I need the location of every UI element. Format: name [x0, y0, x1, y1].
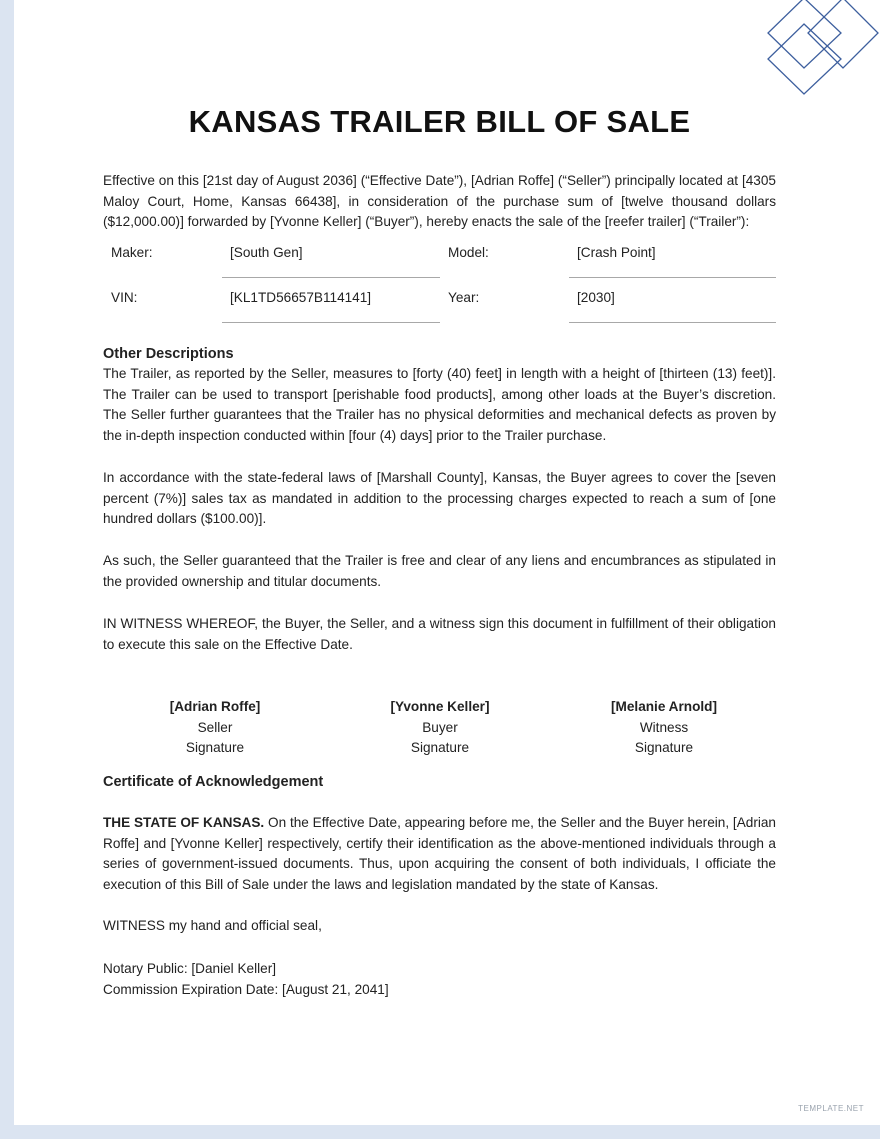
buyer-role: Buyer — [422, 719, 458, 735]
maker-label: Maker: — [111, 245, 153, 260]
template-watermark: TEMPLATE.NET — [798, 1104, 864, 1113]
description-paragraph: The Trailer, as reported by the Seller, measures to [forty (40) feet] in length with a height of [thirteen (13) feet)]. The Trailer can be used to transport [perishable food products], among other loads at the Buyer’s discretion. The Seller further guarantees that the Trailer has no physical deformities and mechanical defects as proven by the in-depth inspection conducted within [four (4) days] prior to the Trailer purchase. — [103, 366, 776, 443]
certificate-heading: Certificate of Acknowledgement — [103, 774, 324, 790]
witness-name: [Melanie Arnold] — [611, 699, 717, 714]
buyer-name: [Yvonne Keller] — [390, 699, 490, 714]
year-value: [2030] — [577, 290, 615, 305]
diamond-decoration-icon — [760, 0, 880, 100]
maker-value: [South Gen] — [230, 245, 303, 260]
intro-paragraph: Effective on this [21st day of August 2036] (“Effective Date”), [Adrian Roffe] (“Seller”) principally located at [4305 Maloy Court, Home, Kansas 66438], in consideration of the purchase sum of [twelve thousand dollars ($12,000.00)] forwarded by [Yvonne Keller] (“Buyer”), hereby enacts the sale of the [reefer trailer] (“Trailer”): — [103, 173, 776, 230]
seller-role: Seller — [197, 719, 233, 735]
state-lead: THE STATE OF KANSAS. — [103, 815, 265, 830]
witness-seal-line: WITNESS my hand and official seal, — [103, 918, 322, 933]
seller-signature-label: Signature — [185, 740, 245, 756]
witness-role: Witness — [639, 719, 689, 735]
model-label: Model: — [448, 245, 489, 260]
witness-whereof-paragraph: IN WITNESS WHEREOF, the Buyer, the Seller, and a witness sign this document in fulfillment of their obligation to execute this sale on the Effective Date. — [103, 616, 776, 652]
other-descriptions-heading: Other Descriptions — [103, 346, 234, 362]
witness-signature-label: Signature — [634, 740, 694, 756]
year-underline — [569, 322, 776, 323]
seller-name: [Adrian Roffe] — [169, 699, 261, 714]
buyer-signature-block — [350, 697, 530, 759]
maker-underline — [222, 277, 440, 278]
vin-underline — [222, 322, 440, 323]
vin-label: VIN: — [111, 290, 138, 305]
certificate-body: On the Effective Date, appearing before me, the Seller and the Buyer herein, [Adrian Roffe] and [Yvonne Keller] respectively, certify their identification as the above-mentioned individuals through a series of government-issued documents. Thus, upon acquiring the consent of both individuals, I officiate the execution of this Bill of Sale under the laws and legislation mandated by the state of Kansas. — [103, 815, 776, 892]
witness-signature-block — [574, 697, 754, 759]
document-title: KANSAS TRAILER BILL OF SALE — [188, 104, 691, 139]
year-label: Year: — [448, 290, 480, 305]
liens-paragraph: As such, the Seller guaranteed that the Trailer is free and clear of any liens and encumbrances as stipulated in the provided ownership and titular documents. — [103, 553, 776, 589]
document-page — [14, 0, 880, 1125]
tax-paragraph: In accordance with the state-federal laws of [Marshall County], Kansas, the Buyer agrees to cover the [seven percent (7%)] sales tax as mandated in addition to the processing charges expected to reach a sum of [one hundred dollars ($100.00)]. — [103, 470, 776, 527]
notary-public-line: Notary Public: [Daniel Keller] — [103, 961, 277, 976]
vin-value: [KL1TD56657B114141] — [230, 290, 372, 305]
buyer-signature-label: Signature — [410, 740, 470, 756]
commission-expiration-line: Commission Expiration Date: [August 21, 2041] — [103, 982, 389, 997]
certificate-paragraph — [103, 813, 776, 895]
model-value: [Crash Point] — [577, 245, 656, 260]
seller-signature-block — [125, 697, 305, 759]
model-underline — [569, 277, 776, 278]
